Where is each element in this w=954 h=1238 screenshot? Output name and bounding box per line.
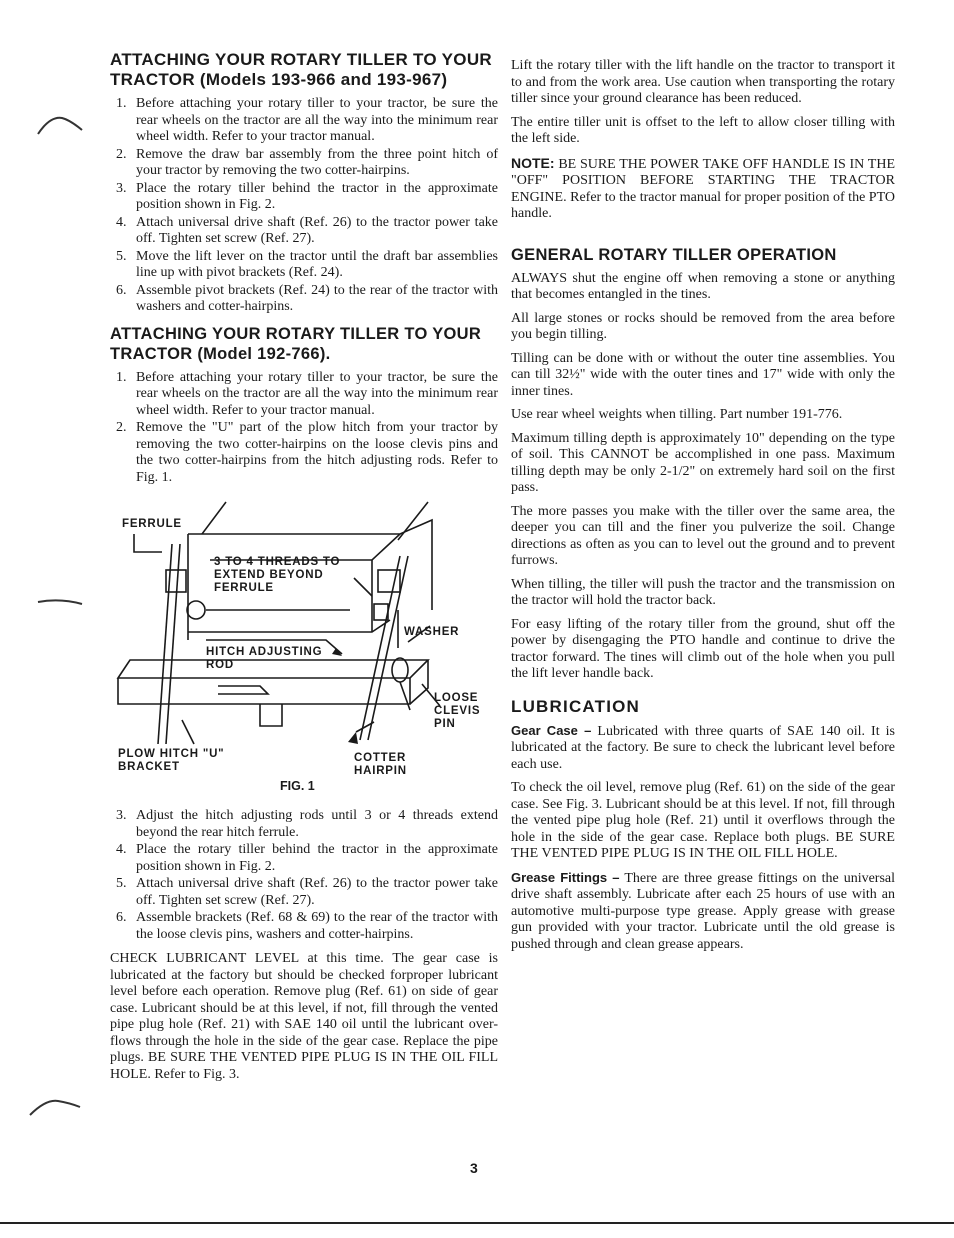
section-heading-model-192: ATTACHING YOUR ROTARY TILLER TO YOUR TRACTOR (Model 192-766). xyxy=(110,324,482,363)
figure-caption: FIG. 1 xyxy=(280,779,315,793)
left-column xyxy=(110,50,498,1090)
lift-paragraph: Lift the rotary tiller with the lift handle on the tractor to transport it to and from the work area. Use caution when transporting the rotary tiller since your ground clearance has been reduced. xyxy=(511,58,895,106)
list-item: 2. Remove the "U" part of the plow hitch from your tractor by removing the two cotter-hairpins on the loose clevis pins and the two cotter-hairpins from the hitch adjusting rods. Refer to Fig. 1. xyxy=(116,420,498,485)
label-washer: WASHER xyxy=(404,626,460,638)
margin-mark-3 xyxy=(28,1095,84,1121)
label-threads: 3 TO 4 THREADS TO EXTEND BEYOND FERRULE xyxy=(214,556,341,594)
list-item: 5. Move the lift lever on the tractor until the draft bar assemblies line up with pivot brackets (Ref. 24). xyxy=(116,248,498,280)
grease-fittings-paragraph: Grease Fittings – There are three grease fittings on the universal drive shaft assembly. Lubricate after each 25 hours of use with an automotive multi-purpose type grease. Apply grease with grease gun provided with your tractor. Lubricate until the old grease is pushed through and clean grease appears. xyxy=(511,869,896,952)
label-ferrule: FERRULE xyxy=(122,518,182,530)
list-item: 3. Place the rotary tiller behind the tractor in the approximate position shown in Fig. 2. xyxy=(116,180,498,212)
list-item: 6. Assemble brackets (Ref. 68 & 69) to the rear of the tractor with the loose clevis pins, washers and cotter-hairpins. xyxy=(116,910,498,942)
gear-case-label: Gear Case – xyxy=(511,722,592,738)
margin-mark-2 xyxy=(36,596,86,608)
margin-mark-1 xyxy=(36,110,86,140)
list-item: 1. Before attaching your rotary tiller to your tractor, be sure the rear wheels on the tractor are all the way into the minimum rear wheel width. Refer to your tractor manual. xyxy=(116,369,498,418)
gear-case-paragraph: Gear Case – Lubricated with three quarts of SAE 140 oil. It is lubricated at the factory. Be sure to check the lubricant level before each use. xyxy=(511,722,896,772)
bottom-rule xyxy=(0,1222,954,1224)
oil-level-paragraph: To check the oil level, remove plug (Ref. 61) on the side of the gear case. See Fig. 3. Lubricant should be at this level. If not, fill through the vented pipe plug hole (Ref. 21) until it overflows through the hole in the side of the gear case. Replace both plugs. BE SURE THE VENTED PIPE PLUG IS IN THE OIL FILL HOLE. xyxy=(511,780,895,861)
steps-list-2 xyxy=(110,370,498,487)
right-column xyxy=(511,50,895,960)
general-paragraph: All large stones or rocks should be removed from the area before you begin tilling. xyxy=(511,310,895,342)
hitch-diagram xyxy=(110,500,498,790)
list-item: 4. Place the rotary tiller behind the tractor in the approximate position shown in Fig. 2. xyxy=(116,842,498,874)
label-cotter-hairpin: COTTER HAIRPIN xyxy=(354,752,407,777)
general-paragraph: For easy lifting of the rotary tiller from the ground, shut off the power by disengaging the PTO handle and continue to drive the tractor forward. The tines will climb out of the hole when you pull the lift lever handle back. xyxy=(511,616,895,681)
general-paragraph: Maximum tilling depth is approximately 10" depending on the type of soil. This CANNOT be accomplished in one pass. Maximum tilling depth may be only 2-1/2" on extremely hard soil on the first pass. xyxy=(511,430,895,495)
steps-list-3 xyxy=(110,808,498,943)
section-heading-models-193: ATTACHING YOUR ROTARY TILLER TO YOUR TRACTOR (Models 193-966 and 193-967) xyxy=(110,50,492,89)
section-heading-lubrication: LUBRICATION xyxy=(511,696,641,716)
figure-1 xyxy=(110,500,498,793)
general-paragraph: ALWAYS shut the engine off when removing a stone or anything that becomes entangled in the tines. xyxy=(511,270,895,302)
general-paragraph: The more passes you make with the tiller over the same area, the deeper you can till and the finer you pulverize the soil. Change directions as often as you can to level out the ground and to prevent furrows. xyxy=(511,503,895,568)
list-item: 5. Attach universal drive shaft (Ref. 26) to the tractor power take off. Tighten set screw (Ref. 27). xyxy=(116,876,498,908)
label-loose-clevis-pin: LOOSE CLEVIS PIN xyxy=(434,692,481,730)
grease-fittings-label: Grease Fittings – xyxy=(511,869,620,885)
section-heading-general-operation: GENERAL ROTARY TILLER OPERATION xyxy=(511,245,837,264)
general-paragraph: Tilling can be done with or without the outer tine assemblies. You can till 32½" wide with the outer tines and 17" wide with only the inner tines. xyxy=(511,350,895,399)
note-label: NOTE: xyxy=(511,154,555,171)
note-paragraph: NOTE: BE SURE THE POWER TAKE OFF HANDLE IS IN THE "OFF" POSITION BEFORE STARTING THE TRACTOR ENGINE. Refer to the tractor manual for proper position of the PTO handle. xyxy=(511,154,896,221)
list-item: 3. Adjust the hitch adjusting rods until 3 or 4 threads extend beyond the rear hitch ferrule. xyxy=(116,808,498,840)
general-paragraph: When tilling, the tiller will push the tractor and the transmission on the tractor will hold the tractor back. xyxy=(511,576,895,608)
steps-list-1 xyxy=(110,96,498,316)
offset-paragraph: The entire tiller unit is offset to the left to allow closer tilling with the left side. xyxy=(511,114,895,146)
label-plow-hitch-u-bracket: PLOW HITCH "U" BRACKET xyxy=(118,748,225,773)
list-item: 4. Attach universal drive shaft (Ref. 26) to the tractor power take off. Tighten set screw (Ref. 27). xyxy=(116,214,498,246)
page-number: 3 xyxy=(470,1160,478,1176)
label-hitch-adjusting-rod: HITCH ADJUSTING ROD xyxy=(206,646,323,671)
list-item: 2. Remove the draw bar assembly from the three point hitch of your tractor by removing the two cotter-hairpins. xyxy=(116,146,498,178)
check-lubricant-paragraph: CHECK LUBRICANT LEVEL at this time. The gear case is lubricated at the factory but should be checked forproper lubricant level before each operation. Remove plug (Ref. 61) on side of gear case. Lubricant should be at this level, if not, fill through the vented pipe plug hole (Ref. 21) with SAE 140 oil until the lubricant over-flows through the hole in the side of the gear case. Replace the pipe plugs. BE SURE THE VENTED PIPE PLUG IS IN THE OIL FILL HOLE. Refer to Fig. 3. xyxy=(110,951,498,1082)
list-item: 6. Assemble pivot brackets (Ref. 24) to the rear of the tractor with washers and cotter-hairpins. xyxy=(116,282,498,314)
list-item: 1. Before attaching your rotary tiller to your tractor, be sure the rear wheels on the tractor are all the way into the minimum rear wheel width. Refer to your tractor manual. xyxy=(116,96,498,144)
general-paragraph: Use rear wheel weights when tilling. Part number 191-776. xyxy=(511,407,843,422)
